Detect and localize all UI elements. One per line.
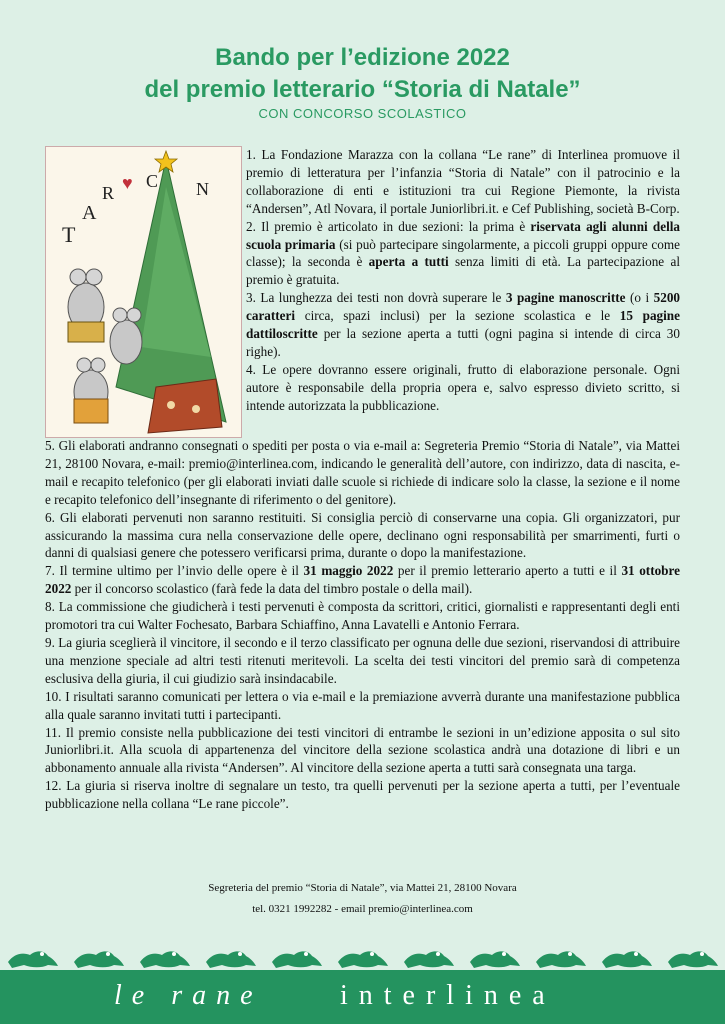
frog-icon (272, 951, 322, 968)
rule-item: 3. La lunghezza dei testi non dovrà superare le 3 pagine manoscritte (o i 5200 caratteri circa, spazi inclusi) per la sezione scolastica e le 15 pagine dattiloscritte per la sezione aperta a tutti (ogni pagina si intende di circa 30 righe). (246, 290, 680, 359)
subtitle: CON CONCORSO SCOLASTICO (258, 106, 467, 121)
rules-full-width (45, 437, 680, 813)
svg-text:♥: ♥ (122, 173, 133, 193)
footer-address: Segreteria del premio “Storia di Natale”, via Mattei 21, 28100 Novara (208, 882, 517, 894)
rule-item: 7. Il termine ultimo per l’invio delle opere è il 31 maggio 2022 per il premio letterario aperto a tutti e il 31 ottobre 2022 per il concorso scolastico (farà fede la data del timbro postale o della mail). (45, 563, 680, 597)
rule-item: 1. La Fondazione Marazza con la collana “Le rane” di Interlinea promuove il premio di letteratura per l’infanzia “Storia di Natale” con il patrocinio e la collaborazione di enti e istituzioni tra cui Regione Piemonte, la rivista “Andersen”, Atl Novara, il portale Juniorlibri.it. e Cef Publishing, società B-Corp. (246, 147, 680, 216)
rule-item: 8. La commissione che giudicherà i testi pervenuti è composta da scrittori, critici, giornalisti e rappresentanti degli enti promotori tra cui Walter Fochesato, Barbara Schiaffino, Anna Lavatelli e Antonio Ferrara. (45, 599, 680, 633)
rule-item: 4. Le opere dovranno essere originali, frutto di elaborazione personale. Ogni autore è responsabile della propria opera e, salvo espresso divieto scritto, si intende autorizzata la pubblicazione. (246, 361, 680, 413)
frog-icon (470, 951, 520, 968)
svg-text:C: C (146, 171, 159, 191)
christmas-illustration (45, 146, 242, 438)
rule-item: 11. Il premio consiste nella pubblicazione dei testi vincitori di entrambe le sezioni in un’edizione apposita o sul sito Juniorlibri.it. Alla scuola di appartenenza del vincitore della sezione scolastica andrà una dotazione di libri e un abbonamento annuale alla rivista “Andersen”. Al vincitore della sezione aperta a tutti sarà consegnata una targa. (45, 724, 680, 776)
frog-icon (536, 951, 586, 968)
frog-icon (74, 951, 124, 968)
frog-icon (338, 951, 388, 968)
frog-icon (206, 951, 256, 968)
rule-item: 2. Il premio è articolato in due sezioni: la prima è riservata agli alunni della scuola primaria (si può partecipare singolarmente, a piccoli gruppi oppure come classe); la seconda è aperta a tutti senza limiti di età. La partecipazione al premio è gratuita. (246, 218, 680, 288)
frog-icon (404, 951, 454, 968)
brand-band (0, 970, 725, 1024)
frog-icon (140, 951, 190, 968)
frog-icon (668, 951, 718, 968)
rule-item: 9. La giuria sceglierà il vincitore, il secondo e il terzo classificato per ognuna delle due sezioni, riservandosi di attribuire una menzione speciale ad altri testi ritenuti meritevoli. La scelta dei testi vincitori del premio sarà di competenza esclusiva della giuria, il cui giudizio sarà insindacabile. (45, 634, 680, 686)
svg-text:R: R (102, 183, 115, 203)
rule-item: 12. La giuria si riserva inoltre di segnalare un testo, tra quelli pervenuti per la sezione aperta a tutti, per l’eventuale pubblicazione nella collana “Le rane piccole”. (45, 778, 680, 812)
series-name: le rane (114, 980, 263, 1011)
rules-beside-illustration (246, 146, 680, 415)
svg-text:A: A (82, 202, 97, 224)
christmas-tree-mice-illustration (46, 147, 241, 437)
frog-icon (8, 951, 58, 968)
title-line-2: del premio letterario “Storia di Natale” (144, 76, 581, 103)
title-line-1: Bando per l’edizione 2022 (215, 44, 510, 71)
svg-text:T: T (62, 222, 76, 247)
frog-row (0, 943, 725, 969)
rule-item: 6. Gli elaborati pervenuti non saranno restituiti. Si consiglia perciò di conservarne una copia. Gli organizzatori, pur assicurando la massima cura nella conservazione delle opere, declinano ogni responsabilità per smarrimenti, furti o danni di qualsiasi genere che potessero verificarsi prima, durante o dopo la manifestazione. (45, 509, 680, 561)
frog-border (0, 943, 725, 969)
rule-item: 5. Gli elaborati andranno consegnati o spediti per posta o via e-mail a: Segreteria Premio “Storia di Natale”, via Mattei 21, 28100 Novara, e-mail: premio@interlinea.com, indicando le generalità dell’autore, con indirizzo, data di nascita, e-mail e recapito telefonico (per gli elaborati inviati dalle scuole si richiede di indicare solo la classe, la sezione e il nome e recapito telefonico dell’insegnante di riferimento o del genitore). (45, 438, 680, 507)
footer-contact: tel. 0321 1992282 - email premio@interlinea.com (252, 903, 473, 915)
rule-item: 10. I risultati saranno comunicati per lettera o via e-mail e la premiazione avverrà durante una manifestazione pubblica alla quale saranno invitati tutti i partecipanti. (45, 688, 680, 722)
svg-text:N: N (196, 179, 209, 199)
publisher-name: interlinea (340, 980, 556, 1011)
frog-icon (602, 951, 652, 968)
